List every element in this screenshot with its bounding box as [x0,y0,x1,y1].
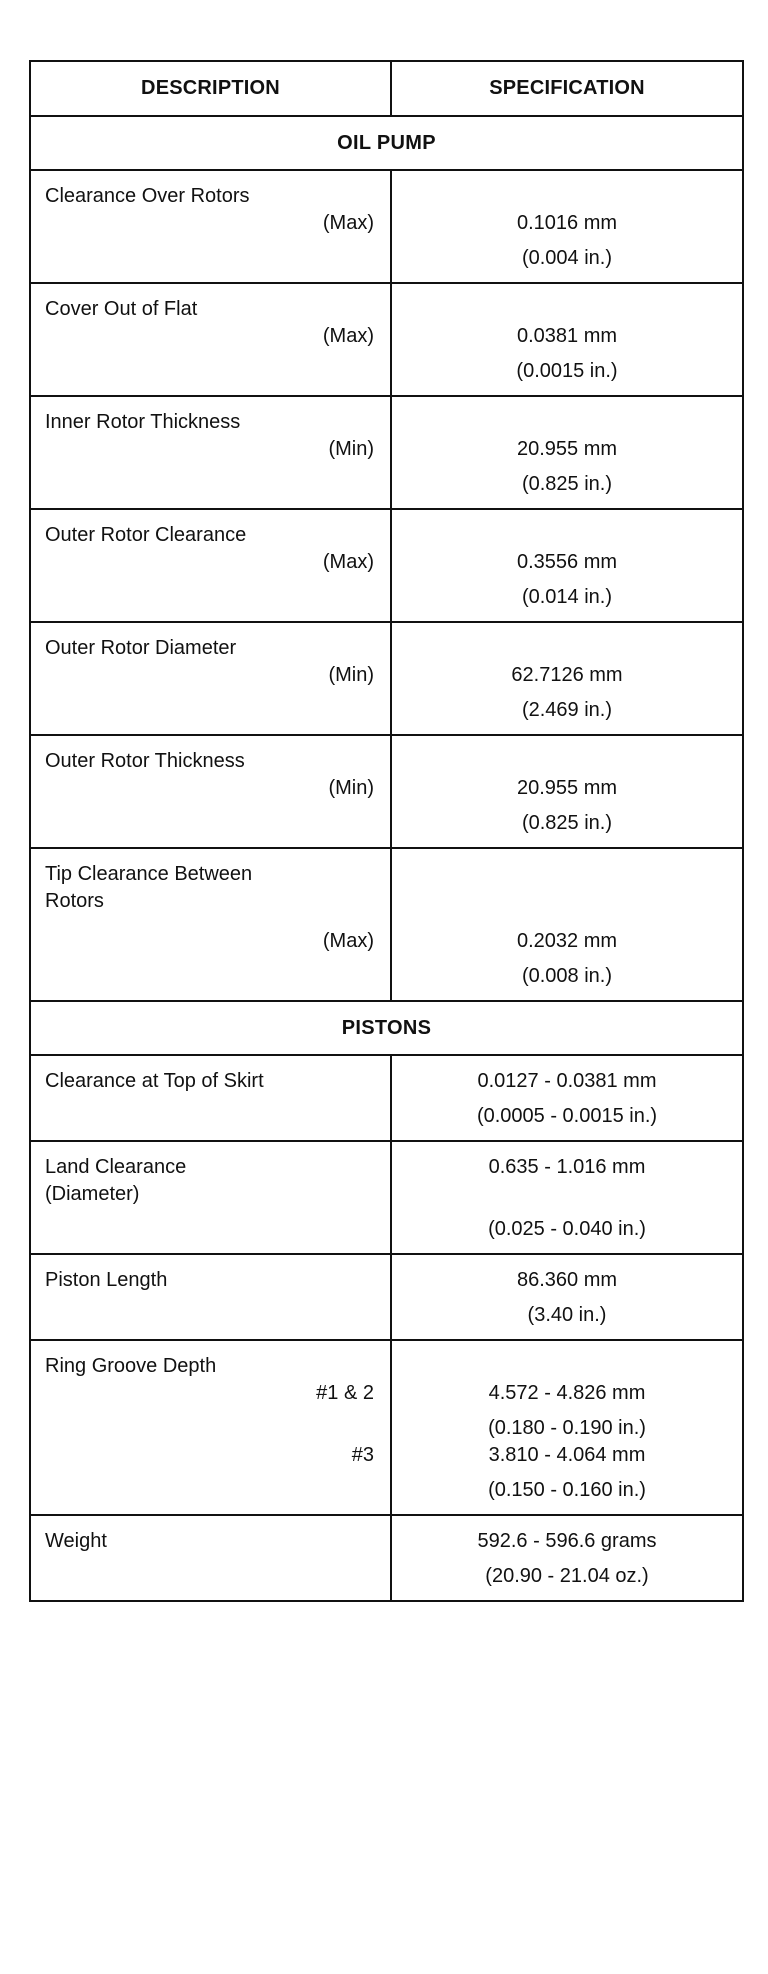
metric-value: 0.1016 mm [516,212,618,234]
metric-value: 0.0127 - 0.0381 mm [477,1070,657,1092]
table-row [30,396,743,509]
row-qualifier: (Min) [328,438,374,460]
specification-cell [391,1141,743,1254]
description-cell [30,283,391,396]
row-description-line-2: Rotors [45,890,104,912]
table-header-row [30,61,743,116]
table-row [30,848,743,1001]
metric-value: 0.3556 mm [516,551,618,573]
metric-value: 0.0381 mm [516,325,618,347]
row-description-line-2: (Diameter) [45,1183,140,1205]
imperial-value: (0.0015 in.) [516,360,618,382]
table-row [30,509,743,622]
metric-value: 592.6 - 596.6 grams [477,1530,657,1552]
metric-value-3: 3.810 - 4.064 mm [488,1444,646,1466]
specification-cell [391,622,743,735]
metric-value: 86.360 mm [516,1269,618,1291]
imperial-value: (0.004 in.) [521,247,613,269]
row-description: Weight [45,1530,107,1552]
section-row-pistons [30,1001,743,1055]
imperial-value: (0.825 in.) [521,473,613,495]
metric-value: 62.7126 mm [511,664,623,686]
table-row [30,1254,743,1340]
section-title-oil-pump: OIL PUMP [30,116,743,170]
description-cell [30,1141,391,1254]
row-description-line-1: Land Clearance [45,1156,187,1178]
imperial-value: (3.40 in.) [527,1304,607,1326]
specification-cell [391,1340,743,1515]
imperial-value: (0.014 in.) [521,586,613,608]
row-description-line-1: Tip Clearance Between [45,863,253,885]
specification-cell [391,1254,743,1340]
sub-label-3: #3 [351,1444,374,1466]
table-row [30,622,743,735]
description-cell [30,1254,391,1340]
description-cell [30,735,391,848]
imperial-value-1-and-2: (0.180 - 0.190 in.) [488,1417,646,1439]
row-qualifier: (Max) [322,325,374,347]
row-qualifier: (Min) [328,777,374,799]
specification-cell [391,1515,743,1601]
table-row [30,1340,743,1515]
metric-value: 0.2032 mm [516,930,618,952]
metric-value-1-and-2: 4.572 - 4.826 mm [488,1382,646,1404]
specification-cell [391,509,743,622]
imperial-value: (20.90 - 21.04 oz.) [485,1565,649,1587]
row-description: Clearance Over Rotors [45,185,250,207]
specification-cell [391,170,743,283]
description-cell [30,509,391,622]
row-description: Outer Rotor Clearance [45,524,247,546]
section-title-pistons: PISTONS [30,1001,743,1055]
specification-cell [391,735,743,848]
metric-value: 0.635 - 1.016 mm [488,1156,646,1178]
metric-value: 20.955 mm [516,438,618,460]
description-cell [30,1340,391,1515]
table-row [30,1515,743,1601]
table-row [30,1055,743,1141]
imperial-value-3: (0.150 - 0.160 in.) [488,1479,646,1501]
section-row-oil-pump [30,116,743,170]
sub-label-1-and-2: #1 & 2 [316,1382,374,1404]
row-description: Clearance at Top of Skirt [45,1070,264,1092]
description-cell [30,170,391,283]
row-description: Inner Rotor Thickness [45,411,241,433]
row-qualifier: (Min) [328,664,374,686]
description-cell [30,1055,391,1141]
imperial-value: (2.469 in.) [521,699,613,721]
imperial-value: (0.825 in.) [521,812,613,834]
row-description: Outer Rotor Thickness [45,750,245,772]
description-cell [30,396,391,509]
imperial-value: (0.025 - 0.040 in.) [488,1218,646,1240]
description-column-header: DESCRIPTION [30,61,391,116]
row-description: Piston Length [45,1269,168,1291]
description-cell [30,1515,391,1601]
row-qualifier: (Max) [322,551,374,573]
row-description: Cover Out of Flat [45,298,198,320]
table-row [30,283,743,396]
row-qualifier: (Max) [322,930,374,952]
specification-column-header: SPECIFICATION [391,61,743,116]
imperial-value: (0.0005 - 0.0015 in.) [476,1105,658,1127]
imperial-value: (0.008 in.) [521,965,613,987]
specification-cell [391,396,743,509]
row-qualifier: (Max) [322,212,374,234]
specification-cell [391,283,743,396]
row-description: Outer Rotor Diameter [45,637,237,659]
table-row [30,170,743,283]
metric-value: 20.955 mm [516,777,618,799]
table-row [30,1141,743,1254]
description-cell [30,622,391,735]
description-cell [30,848,391,1001]
specification-cell [391,848,743,1001]
specification-table [29,60,744,1602]
row-description: Ring Groove Depth [45,1355,217,1377]
table-row [30,735,743,848]
specification-cell [391,1055,743,1141]
